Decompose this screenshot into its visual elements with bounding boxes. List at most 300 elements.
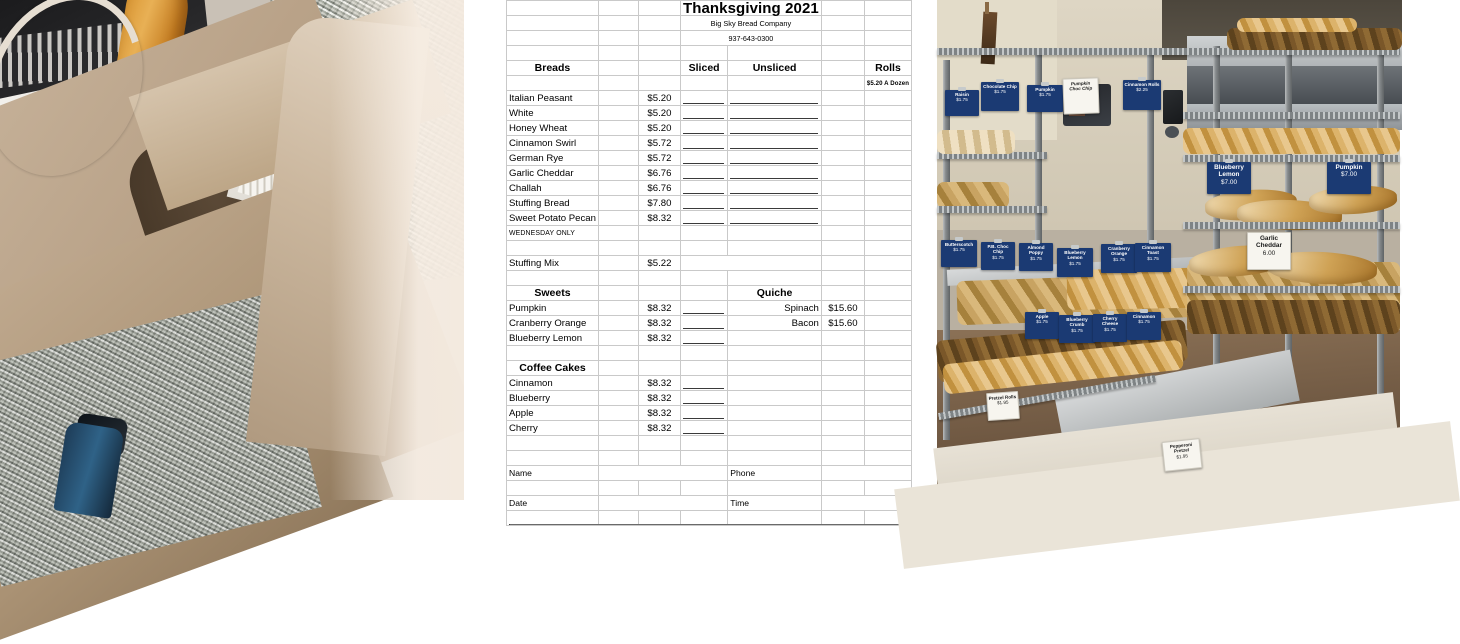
table-row — [507, 166, 912, 181]
quiche-price: $15.60 — [821, 301, 864, 316]
qty-unsliced-input[interactable] — [728, 106, 822, 121]
cell-blank — [638, 451, 680, 466]
coffee-cake-name: Cinnamon — [507, 376, 599, 391]
qty-coffee-cake-input[interactable] — [680, 391, 727, 406]
sweet-name: Cranberry Orange — [507, 316, 599, 331]
table-row-spacer — [507, 46, 912, 61]
cell-blank — [598, 481, 638, 496]
cell-blank — [728, 331, 822, 346]
baked-goods — [1187, 300, 1400, 334]
name-input[interactable] — [598, 466, 727, 481]
bread-price: $8.32 — [638, 211, 680, 226]
bread-price: $5.20 — [638, 91, 680, 106]
section-header-breads: Breads — [507, 61, 599, 76]
cell-blank — [864, 271, 911, 286]
bread-price: $5.20 — [638, 106, 680, 121]
qty-quiche-input[interactable] — [864, 316, 911, 331]
field-label-time: Time — [728, 496, 822, 511]
cell-blank — [821, 421, 864, 436]
cell-blank — [598, 346, 638, 361]
cell-blank — [728, 406, 822, 421]
wire-shelf — [937, 206, 1047, 213]
qty-sliced-input[interactable] — [680, 121, 727, 136]
table-row — [507, 376, 912, 391]
sign-price: $2.25 — [1136, 87, 1148, 93]
table-row — [507, 391, 912, 406]
table-row-date-time — [507, 496, 912, 511]
bread-name: Garlic Cheddar — [507, 166, 599, 181]
qty-rolls-input[interactable] — [864, 91, 911, 106]
coffee-cake-name: Cherry — [507, 421, 599, 436]
sign-price: $1.75 — [992, 254, 1004, 260]
cell-blank — [864, 391, 911, 406]
table-row — [507, 406, 912, 421]
cell-blank — [507, 271, 599, 286]
cell-blank — [638, 436, 680, 451]
sign-price: $1.95 — [1176, 453, 1189, 460]
bread-price: $6.76 — [638, 181, 680, 196]
sign-name: Cherry Cheese — [1101, 316, 1119, 327]
cell-blank — [728, 271, 822, 286]
sign-name: Apple — [1035, 314, 1049, 319]
order-form-page — [464, 0, 937, 508]
cell-blank — [821, 331, 864, 346]
table-row-spacer — [507, 346, 912, 361]
sign-price: $1.75 — [1138, 319, 1150, 325]
cell-blank — [821, 61, 864, 76]
rolls-price-note: $5.20 A Dozen — [864, 76, 911, 91]
qty-sliced-input[interactable] — [680, 166, 727, 181]
cell-blank — [598, 1, 638, 16]
cell-blank — [680, 241, 727, 256]
qty-coffee-cake-input[interactable] — [680, 376, 727, 391]
qty-sliced-input[interactable] — [680, 196, 727, 211]
qty-unsliced-input[interactable] — [728, 166, 822, 181]
wednesday-only-note: WEDNESDAY ONLY — [507, 226, 599, 241]
cell-blank — [821, 391, 864, 406]
sweet-name: Blueberry Lemon — [507, 331, 599, 346]
cell-blank — [507, 481, 599, 496]
cell-blank — [638, 481, 680, 496]
cell-blank — [864, 286, 911, 301]
sign-clip — [1073, 312, 1081, 316]
sign-name: P.B. Choc Chip — [987, 244, 1009, 255]
sign-name: Cinnamon Rolls — [1124, 82, 1160, 87]
cell-blank — [507, 241, 599, 256]
qty-coffee-cake-input[interactable] — [680, 421, 727, 436]
sign-clip — [958, 87, 966, 91]
coffee-cake-price: $8.32 — [638, 421, 680, 436]
price-sign — [1127, 312, 1161, 340]
cell-blank — [598, 181, 638, 196]
cell-blank — [680, 271, 727, 286]
sign-price: $1.75 — [1069, 260, 1081, 266]
cell-blank — [638, 31, 680, 46]
table-row — [507, 106, 912, 121]
cell-blank — [864, 166, 911, 181]
phone-input[interactable] — [821, 466, 911, 481]
cell-blank — [598, 151, 638, 166]
table-row-spacer — [507, 271, 912, 286]
cell-blank — [864, 346, 911, 361]
sign-price: $1.75 — [1113, 256, 1125, 262]
cell-blank — [864, 256, 911, 271]
bread-price: $6.76 — [638, 166, 680, 181]
cell-blank — [864, 436, 911, 451]
sign-price: $1.75 — [1039, 92, 1051, 98]
cell-blank — [507, 451, 599, 466]
sign-clip — [994, 239, 1002, 243]
price-sign — [1135, 243, 1171, 272]
quiche-price: $15.60 — [821, 316, 864, 331]
coffee-cake-price: $8.32 — [638, 376, 680, 391]
sign-name: Blueberry Crumb — [1066, 317, 1088, 328]
wire-shelf — [1183, 222, 1400, 229]
qty-coffee-cake-input[interactable] — [680, 406, 727, 421]
cell-blank — [598, 31, 638, 46]
wall-hook — [985, 2, 989, 14]
cell-blank — [821, 106, 864, 121]
baked-goods — [937, 130, 1015, 154]
baked-goods — [937, 182, 1009, 208]
section-header-coffee-cakes: Coffee Cakes — [507, 361, 599, 376]
coffee-cake-price: $8.32 — [638, 406, 680, 421]
table-row-rolls-note — [507, 76, 912, 91]
form-title: Thanksgiving 2021 — [680, 1, 821, 16]
cell-blank — [821, 256, 864, 271]
sign-clip — [1140, 309, 1148, 313]
machine-knob — [1165, 126, 1179, 138]
price-sign — [941, 240, 977, 267]
cell-blank — [821, 46, 864, 61]
cell-blank — [821, 211, 864, 226]
table-row-spacer — [507, 241, 912, 256]
table-row — [507, 196, 912, 211]
cell-blank — [598, 121, 638, 136]
cell-blank — [598, 391, 638, 406]
column-header-unsliced: Unsliced — [728, 61, 822, 76]
table-row — [507, 136, 912, 151]
wall-decor — [981, 12, 998, 65]
cell-blank — [638, 1, 680, 16]
cell-blank — [821, 346, 864, 361]
cell-blank — [821, 361, 864, 376]
section-header-quiche: Quiche — [728, 286, 822, 301]
table-row — [507, 211, 912, 226]
bread-name: Sweet Potato Pecan — [507, 211, 599, 226]
table-row-phone — [507, 31, 912, 46]
cell-blank — [598, 286, 638, 301]
sign-price: $7.00 — [1221, 178, 1237, 186]
cell-blank — [598, 241, 638, 256]
cell-blank — [638, 16, 680, 31]
table-row-title — [507, 1, 912, 16]
sign-name: Cinnamon — [1132, 314, 1156, 319]
stuffing-mix-name: Stuffing Mix — [507, 256, 599, 271]
cell-blank — [598, 331, 638, 346]
bread-price: $7.80 — [638, 196, 680, 211]
cell-blank — [507, 76, 599, 91]
sign-price: 6.00 — [1262, 249, 1276, 257]
cell-blank — [864, 376, 911, 391]
section-header-sweets: Sweets — [507, 286, 599, 301]
table-row — [507, 316, 912, 331]
cell-blank — [821, 436, 864, 451]
cell-blank — [821, 136, 864, 151]
price-sign-handwritten — [1247, 232, 1291, 270]
sign-name: Pumpkin — [1335, 164, 1363, 171]
table-row-name-phone — [507, 466, 912, 481]
sign-name: Pepperoni Pretzel — [1169, 441, 1193, 455]
qty-unsliced-input[interactable] — [728, 121, 822, 136]
sign-name: Cinnamon Toast — [1141, 245, 1165, 256]
price-sign — [1093, 314, 1127, 342]
bread-name: Stuffing Bread — [507, 196, 599, 211]
price-sign — [981, 242, 1015, 270]
table-row-coffee-cakes-header — [507, 361, 912, 376]
cell-blank — [680, 436, 727, 451]
company-name: Big Sky Bread Company — [680, 16, 821, 31]
coffee-cake-name: Blueberry — [507, 391, 599, 406]
sign-price: $1.75 — [1104, 326, 1116, 332]
coffee-cake-price: $8.32 — [638, 391, 680, 406]
table-row-spacer — [507, 481, 912, 496]
cell-blank — [598, 406, 638, 421]
sign-name: Almond Poppy — [1027, 245, 1045, 256]
cell-blank — [638, 46, 680, 61]
table-row — [507, 151, 912, 166]
bread-price: $5.72 — [638, 136, 680, 151]
qty-stuffing-mix-input[interactable] — [680, 256, 821, 271]
field-label-name: Name — [507, 466, 599, 481]
wire-shelf — [1183, 112, 1400, 119]
price-sign-handwritten — [1162, 438, 1203, 472]
quiche-name: Spinach — [728, 301, 822, 316]
sign-clip — [1345, 159, 1353, 163]
table-row — [507, 91, 912, 106]
wire-shelf — [1183, 286, 1400, 293]
column-header-sliced: Sliced — [680, 61, 727, 76]
cell-blank — [728, 451, 822, 466]
table-row-stuffing-mix — [507, 256, 912, 271]
cell-blank — [821, 151, 864, 166]
qty-sweet-input[interactable] — [680, 331, 727, 346]
cell-blank — [598, 106, 638, 121]
cell-blank — [598, 361, 638, 376]
price-sign — [1025, 312, 1059, 339]
qty-sliced-input[interactable] — [680, 151, 727, 166]
cell-blank — [638, 226, 680, 241]
sign-name: Raisin — [955, 92, 969, 97]
coffee-cake-name: Apple — [507, 406, 599, 421]
price-sign — [1123, 80, 1161, 110]
sign-clip — [1071, 245, 1079, 249]
sign-name: Chocolate Chip — [983, 84, 1017, 89]
column-header-rolls: Rolls — [864, 61, 911, 76]
cell-blank — [598, 301, 638, 316]
cell-blank — [728, 226, 822, 241]
cell-blank — [598, 211, 638, 226]
cell-blank — [864, 421, 911, 436]
cell-blank — [638, 241, 680, 256]
table-row-headers — [507, 61, 912, 76]
cell-blank — [821, 481, 864, 496]
cell-blank — [598, 196, 638, 211]
cell-blank — [821, 406, 864, 421]
table-row — [507, 121, 912, 136]
cell-blank — [680, 286, 727, 301]
cell-blank — [680, 361, 727, 376]
sign-clip — [1115, 241, 1123, 245]
qty-rolls-input[interactable] — [864, 151, 911, 166]
cell-blank — [864, 31, 911, 46]
date-input[interactable] — [598, 496, 727, 511]
bread-name: Cinnamon Swirl — [507, 136, 599, 151]
cell-blank — [680, 451, 727, 466]
qty-unsliced-input[interactable] — [728, 91, 822, 106]
cell-blank — [728, 436, 822, 451]
qty-unsliced-input[interactable] — [728, 181, 822, 196]
cell-blank — [864, 1, 911, 16]
field-label-date: Date — [507, 496, 599, 511]
cell-blank — [728, 391, 822, 406]
qty-unsliced-input[interactable] — [728, 196, 822, 211]
cell-blank — [638, 271, 680, 286]
qty-sliced-input[interactable] — [680, 211, 727, 226]
table-row — [507, 331, 912, 346]
qty-sliced-input[interactable] — [680, 91, 727, 106]
table-row — [507, 421, 912, 436]
cell-blank — [638, 76, 680, 91]
cell-blank — [864, 211, 911, 226]
price-sign — [1207, 162, 1251, 194]
sign-price: $7.00 — [1341, 171, 1357, 179]
cell-blank — [728, 46, 822, 61]
cell-blank — [864, 241, 911, 256]
cell-blank — [598, 166, 638, 181]
cell-blank — [598, 46, 638, 61]
sign-name: Blueberry Lemon — [1064, 250, 1086, 261]
bread-name: Challah — [507, 181, 599, 196]
cell-blank — [821, 166, 864, 181]
cell-blank — [507, 16, 599, 31]
cell-blank — [821, 451, 864, 466]
cell-blank — [821, 226, 864, 241]
cell-blank — [864, 196, 911, 211]
cell-blank — [680, 76, 727, 91]
cell-blank — [821, 286, 864, 301]
cell-blank — [598, 226, 638, 241]
qty-unsliced-input[interactable] — [728, 151, 822, 166]
cell-blank — [821, 76, 864, 91]
cell-blank — [728, 481, 822, 496]
sign-clip — [1041, 82, 1049, 86]
cell-blank — [598, 61, 638, 76]
cell-blank — [864, 226, 911, 241]
qty-rolls-input[interactable] — [864, 106, 911, 121]
cell-blank — [821, 121, 864, 136]
cell-blank — [864, 331, 911, 346]
cell-blank — [598, 436, 638, 451]
sign-clip — [1138, 77, 1146, 81]
price-sign — [1327, 162, 1371, 194]
table-row-sweets-header — [507, 286, 912, 301]
cell-blank — [864, 16, 911, 31]
sweet-price: $8.32 — [638, 331, 680, 346]
cell-blank — [821, 1, 864, 16]
cell-blank — [728, 346, 822, 361]
cell-blank — [507, 436, 599, 451]
grinder — [1163, 90, 1183, 124]
sign-name: Garlic Cheddar — [1256, 235, 1282, 250]
sign-price: $1.75 — [956, 97, 968, 103]
order-form-table — [506, 0, 912, 526]
cell-blank — [598, 16, 638, 31]
cell-blank — [680, 226, 727, 241]
cell-blank — [864, 406, 911, 421]
cell-blank — [728, 76, 822, 91]
qty-sweet-input[interactable] — [680, 316, 727, 331]
qty-rolls-input[interactable] — [864, 181, 911, 196]
cell-blank — [821, 241, 864, 256]
sign-name: Pumpkin Choc Chip — [1069, 80, 1093, 92]
cell-blank — [507, 46, 599, 61]
cell-blank — [821, 16, 864, 31]
table-row — [507, 181, 912, 196]
qty-quiche-input[interactable] — [864, 301, 911, 316]
stuffing-mix-price: $5.22 — [638, 256, 680, 271]
cell-blank — [864, 451, 911, 466]
cell-blank — [507, 31, 599, 46]
sign-name: Pretzel Rolls — [988, 394, 1017, 401]
bread-price: $5.72 — [638, 151, 680, 166]
cell-blank — [598, 316, 638, 331]
price-sign — [1019, 243, 1053, 271]
cell-blank — [864, 121, 911, 136]
company-phone: 937-643-0300 — [680, 31, 821, 46]
qty-unsliced-input[interactable] — [728, 136, 822, 151]
sweet-price: $8.32 — [638, 316, 680, 331]
shelf-post — [1377, 30, 1384, 430]
sign-name: Blueberry Lemon — [1214, 164, 1244, 179]
sign-clip — [996, 79, 1004, 83]
qty-sliced-input[interactable] — [680, 136, 727, 151]
baked-goods — [1237, 18, 1357, 32]
sign-clip — [1149, 240, 1157, 244]
cell-blank — [728, 376, 822, 391]
cell-blank — [680, 481, 727, 496]
qty-sliced-input[interactable] — [680, 181, 727, 196]
sweet-price: $8.32 — [638, 301, 680, 316]
table-row-company — [507, 16, 912, 31]
sign-price: $1.75 — [1036, 319, 1048, 325]
sign-clip — [1225, 159, 1233, 163]
sign-price: $1.95 — [996, 400, 1009, 406]
cell-blank — [680, 46, 727, 61]
qty-unsliced-input[interactable] — [728, 211, 822, 226]
table-row-spacer — [507, 436, 912, 451]
field-label-phone: Phone — [728, 466, 822, 481]
price-sign — [1057, 248, 1093, 277]
cell-blank — [821, 91, 864, 106]
price-sign — [1101, 244, 1137, 273]
cell-blank — [598, 91, 638, 106]
qty-sweet-input[interactable] — [680, 301, 727, 316]
sign-price: $1.75 — [1071, 327, 1083, 333]
qty-sliced-input[interactable] — [680, 106, 727, 121]
sign-name: Pumpkin — [1035, 87, 1055, 92]
cell-blank — [638, 61, 680, 76]
